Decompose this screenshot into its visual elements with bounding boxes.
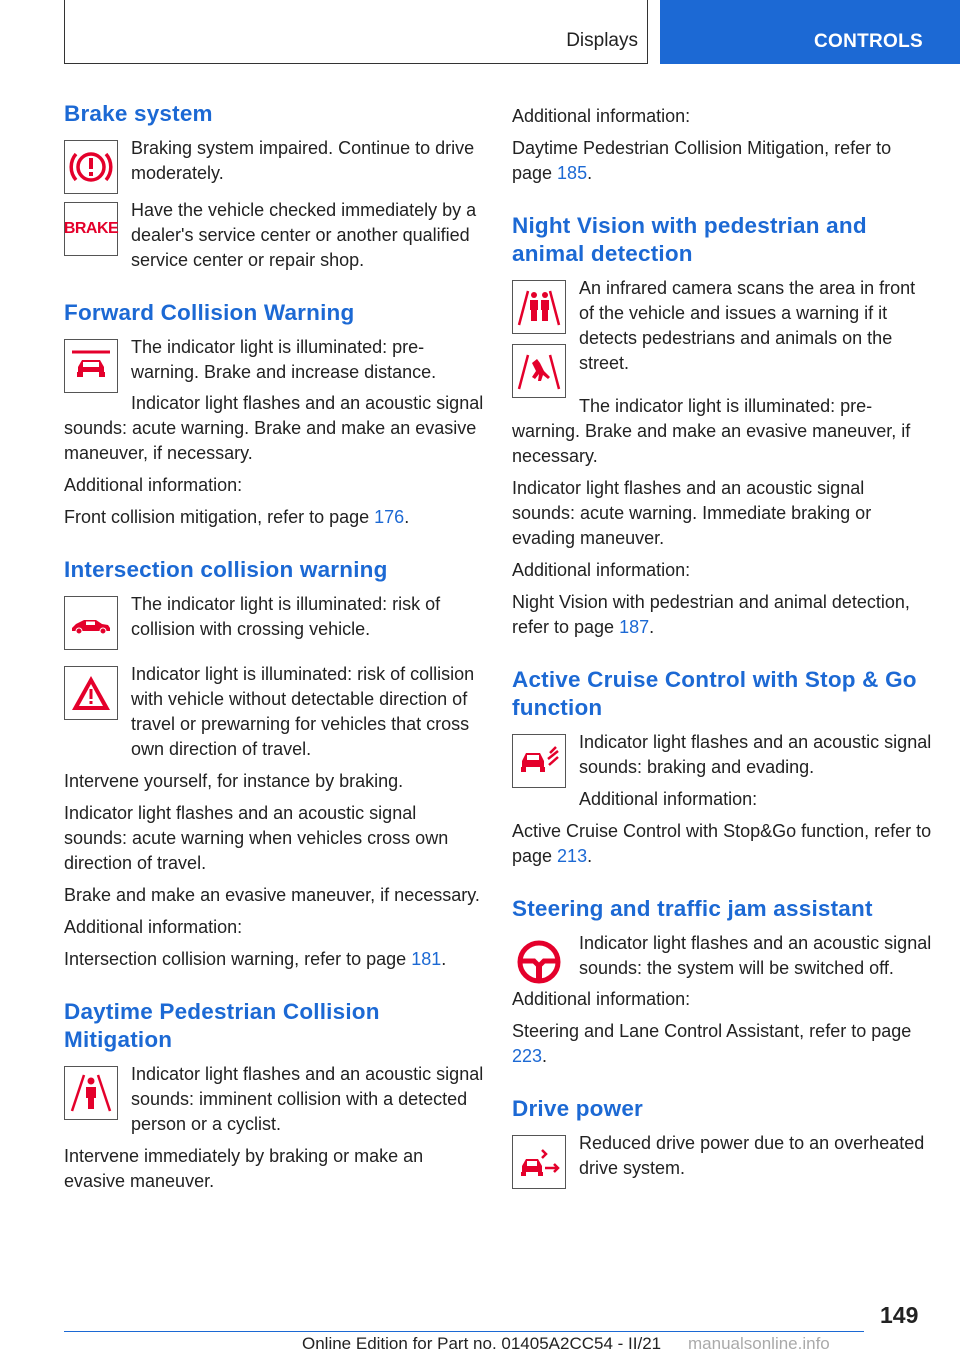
warning-triangle-icon bbox=[64, 666, 118, 720]
item-text: Indicator light flashes and an acoustic signal sounds: imminent collision with a detected person or a cyclist. bbox=[131, 1064, 484, 1134]
item-text: Have the vehicle checked immediately by a dealer's service center or another qualified service center or repair shop. bbox=[131, 200, 477, 270]
animal-icon bbox=[512, 344, 566, 398]
item-text: Indicator light flashes and an acoustic signal sounds: braking and evading. bbox=[579, 732, 932, 777]
icw-text: Brake and make an evasive maneuver, if necessary. bbox=[64, 885, 480, 905]
footer-divider bbox=[64, 1331, 864, 1332]
item-steer bbox=[512, 931, 932, 987]
item-acc bbox=[512, 730, 932, 812]
section-dpcm-continued bbox=[512, 104, 932, 186]
section-title: Brake system bbox=[64, 101, 213, 126]
fcw-acute-text: Indicator light flashes and an acoustic signal sounds: acute warning. Brake and make an evasive maneuver, if necessary. bbox=[64, 393, 484, 463]
item-icw-risk bbox=[64, 592, 484, 648]
right-column bbox=[512, 104, 932, 1213]
pedestrian-warning-icon bbox=[64, 1066, 118, 1120]
section-title: Forward Collision Warning bbox=[64, 300, 355, 325]
crossing-car-icon bbox=[64, 596, 118, 650]
header-box bbox=[64, 0, 648, 64]
item-icw-prewarning bbox=[64, 662, 484, 762]
steering-wheel-icon bbox=[512, 935, 566, 989]
additional-info-label: Additional information: bbox=[512, 989, 691, 1009]
item-brake-check bbox=[64, 198, 484, 273]
additional-info-label: Additional information: bbox=[512, 560, 691, 580]
page-link-181[interactable]: 181 bbox=[411, 949, 442, 969]
page-link-213[interactable]: 213 bbox=[557, 846, 588, 866]
watermark: manualsonline.info bbox=[688, 1334, 830, 1353]
section-title: Intersection collision warning bbox=[64, 557, 388, 582]
item-text: The indicator light is illuminated: pre-warning. Brake and increase distance. bbox=[131, 337, 437, 382]
additional-info-label: Additional information: bbox=[64, 475, 243, 495]
item-drive bbox=[512, 1131, 932, 1187]
nv-text: Indicator light flashes and an acoustic signal sounds: acute warning. Immediate braking or evading maneuver. bbox=[512, 478, 872, 548]
icw-text: Intervene yourself, for instance by braking. bbox=[64, 771, 404, 791]
dpcm-reference: Daytime Pedestrian Collision Mitigation, refer to page 185. bbox=[512, 138, 892, 183]
brake-warning-icon bbox=[64, 140, 118, 194]
section-drive-power bbox=[512, 1095, 932, 1187]
steer-reference: Steering and Lane Control Assistant, refer to page 223. bbox=[512, 1021, 912, 1066]
item-fcw bbox=[64, 335, 484, 391]
pedestrians-icon bbox=[512, 280, 566, 334]
header-section-title: Displays bbox=[566, 30, 638, 51]
section-intersection-collision-warning bbox=[64, 556, 484, 972]
section-active-cruise-control bbox=[512, 666, 932, 869]
page-link-187[interactable]: 187 bbox=[619, 617, 650, 637]
additional-info-label: Additional information: bbox=[64, 917, 243, 937]
acc-reference: Active Cruise Control with Stop&Go function, refer to page 213. bbox=[512, 821, 932, 866]
dpcm-text: Intervene immediately by braking or make an evasive maneuver. bbox=[64, 1146, 424, 1191]
item-text: The indicator light is illuminated: risk of collision with crossing vehicle. bbox=[131, 594, 441, 639]
car-evade-icon bbox=[512, 734, 566, 788]
brake-icon-label: BRAKE bbox=[63, 220, 119, 237]
item-dpcm bbox=[64, 1062, 484, 1137]
header-tab-controls[interactable]: CONTROLS bbox=[660, 0, 960, 64]
additional-info-label: Additional information: bbox=[512, 106, 691, 126]
item-text: An infrared camera scans the area in front of the vehicle and issues a warning if it detects pedestrians and animals on the street. bbox=[579, 278, 916, 373]
item-brake-impaired bbox=[64, 136, 484, 192]
nv-prewarning-text: The indicator light is illuminated: pre-warning. Brake and make an evasive maneuver, if necessary. bbox=[512, 396, 911, 466]
section-night-vision bbox=[512, 212, 932, 640]
item-text: Reduced drive power due to an overheated drive system. bbox=[579, 1133, 925, 1178]
additional-info-label: Additional information: bbox=[579, 789, 758, 809]
page-number: 149 bbox=[880, 1302, 919, 1328]
nv-reference: Night Vision with pedestrian and animal detection, refer to page 187. bbox=[512, 592, 910, 637]
footer-edition: Online Edition for Part no. 01405A2CC54 - II/21 bbox=[302, 1334, 662, 1353]
page-link-185[interactable]: 185 bbox=[557, 163, 588, 183]
section-title: Night Vision with pedestrian and animal detection bbox=[512, 213, 867, 266]
fcw-reference: Front collision mitigation, refer to page 176. bbox=[64, 507, 410, 527]
car-front-warning-icon bbox=[64, 339, 118, 393]
section-title: Drive power bbox=[512, 1096, 643, 1121]
section-title: Steering and traffic jam assistant bbox=[512, 896, 873, 921]
item-text: Indicator light flashes and an acoustic signal sounds: the system will be switched off. bbox=[579, 933, 932, 978]
icw-reference: Intersection collision warning, refer to page 181. bbox=[64, 949, 447, 969]
section-steering-traffic-jam-assistant bbox=[512, 895, 932, 1069]
page-link-223[interactable]: 223 bbox=[512, 1046, 543, 1066]
drive-power-car-icon bbox=[512, 1135, 566, 1189]
item-text: Indicator light is illuminated: risk of collision with vehicle without detectable direction of travel or prewarning for vehicles that cross own direction of travel. bbox=[131, 664, 475, 759]
section-title: Active Cruise Control with Stop & Go function bbox=[512, 667, 917, 720]
item-text: Braking system impaired. Continue to drive moderately. bbox=[131, 138, 475, 183]
section-forward-collision-warning bbox=[64, 299, 484, 530]
section-title: Daytime Pedestrian Collision Mitigation bbox=[64, 999, 380, 1052]
section-daytime-pedestrian-collision-mitigation bbox=[64, 998, 484, 1194]
brake-text-icon bbox=[64, 202, 118, 256]
page-link-176[interactable]: 176 bbox=[374, 507, 405, 527]
item-nv bbox=[512, 276, 932, 394]
left-column bbox=[64, 100, 484, 1220]
icw-text: Indicator light flashes and an acoustic signal sounds: acute warning when vehicles cross own direction of travel. bbox=[64, 803, 449, 873]
section-brake-system bbox=[64, 100, 484, 273]
